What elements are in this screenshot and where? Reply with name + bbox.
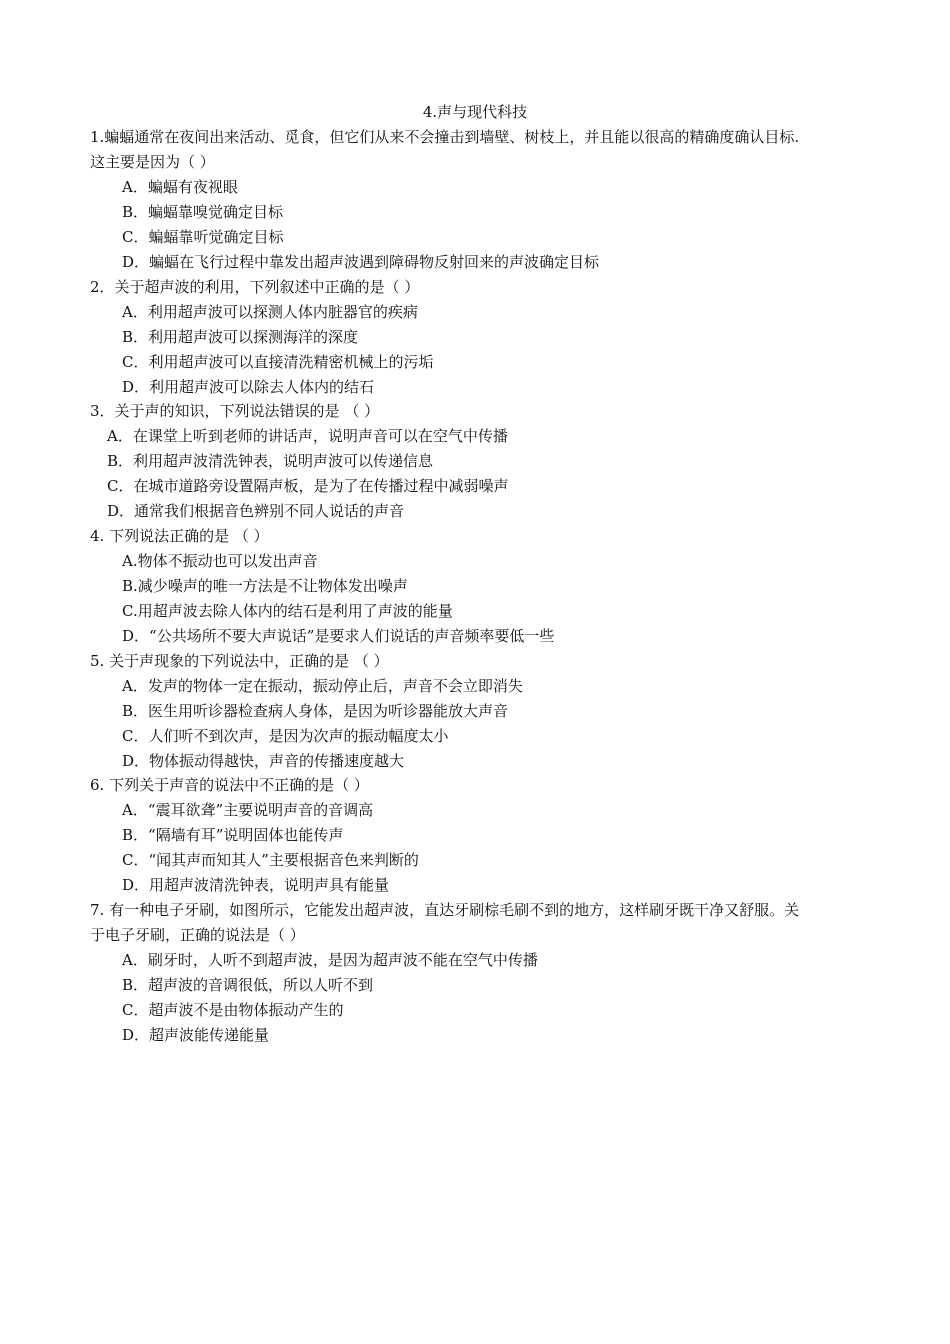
question-4-option-d: D．“公共场所不要大声说话”是要求人们说话的声音频率要低一些 bbox=[122, 627, 555, 645]
question-1-option-b: B．蝙蝠靠嗅觉确定目标 bbox=[122, 203, 284, 221]
question-1-option-a: A．蝙蝠有夜视眼 bbox=[122, 178, 238, 196]
question-5-option-b: B．医生用听诊器检查病人身体，是因为听诊器能放大声音 bbox=[122, 702, 509, 720]
question-7-stem-line-1: 7. 有一种电子牙刷，如图所示，它能发出超声波，直达牙刷棕毛刷不到的地方，这样刷牙既干净又舒服。关 bbox=[90, 901, 800, 919]
question-3-option-d: D．通常我们根据音色辨别不同人说话的声音 bbox=[107, 502, 405, 520]
question-6-option-b: B．“隔墙有耳”说明固体也能传声 bbox=[122, 826, 344, 844]
question-5-stem: 5. 关于声现象的下列说法中，正确的是 （ ） bbox=[90, 652, 389, 670]
question-2-stem: 2．关于超声波的利用，下列叙述中正确的是（ ） bbox=[90, 278, 420, 296]
question-2-option-a: A．利用超声波可以探测人体内脏器官的疾病 bbox=[122, 303, 418, 321]
question-4-option-a: A.物体不振动也可以发出声音 bbox=[122, 552, 318, 570]
question-7-option-a: A．刷牙时，人听不到超声波，是因为超声波不能在空气中传播 bbox=[122, 951, 538, 969]
question-2-option-d: D．利用超声波可以除去人体内的结石 bbox=[122, 378, 375, 396]
question-5-option-d: D．物体振动得越快，声音的传播速度越大 bbox=[122, 752, 405, 770]
question-1-stem-line-1: 1.蝙蝠通常在夜间出来活动、觅食，但它们从来不会撞击到墙壁、树枝上，并且能以很高的精确度确认目标. bbox=[90, 128, 800, 146]
question-3-option-b: B．利用超声波清洗钟表，说明声波可以传递信息 bbox=[107, 452, 434, 470]
question-7-stem-line-2: 于电子牙刷，正确的说法是（ ） bbox=[90, 926, 305, 944]
question-7-option-c: C．超声波不是由物体振动产生的 bbox=[122, 1001, 344, 1019]
question-6-option-c: C．“闻其声而知其人”主要根据音色来判断的 bbox=[122, 851, 419, 869]
question-3-option-c: C．在城市道路旁设置隔声板，是为了在传播过程中减弱噪声 bbox=[107, 477, 509, 495]
question-1-option-d: D．蝙蝠在飞行过程中靠发出超声波遇到障碍物反射回来的声波确定目标 bbox=[122, 253, 600, 271]
question-4-stem: 4. 下列说法正确的是 （ ） bbox=[90, 527, 269, 545]
question-3-stem: 3．关于声的知识，下列说法错误的是 （ ） bbox=[90, 402, 380, 420]
question-1-stem-line-2: 这主要是因为（ ） bbox=[90, 153, 215, 171]
document-title: 4.声与现代科技 bbox=[422, 103, 528, 121]
question-7-option-d: D．超声波能传递能量 bbox=[122, 1026, 270, 1044]
question-1-option-c: C．蝙蝠靠听觉确定目标 bbox=[122, 228, 284, 246]
question-7-option-b: B．超声波的音调很低，所以人听不到 bbox=[122, 976, 374, 994]
question-5-option-c: C．人们听不到次声，是因为次声的振动幅度太小 bbox=[122, 727, 449, 745]
question-6-option-d: D．用超声波清洗钟表，说明声具有能量 bbox=[122, 876, 390, 894]
question-6-option-a: A．“震耳欲聋”主要说明声音的音调高 bbox=[122, 801, 374, 819]
question-5-option-a: A．发声的物体一定在振动，振动停止后，声音不会立即消失 bbox=[122, 677, 523, 695]
question-4-option-c: C.用超声波去除人体内的结石是利用了声波的能量 bbox=[122, 602, 453, 620]
question-3-option-a: A．在课堂上听到老师的讲话声，说明声音可以在空气中传播 bbox=[107, 427, 508, 445]
question-2-option-c: C．利用超声波可以直接清洗精密机械上的污垢 bbox=[122, 353, 434, 371]
question-6-stem: 6. 下列关于声音的说法中不正确的是（ ） bbox=[90, 776, 369, 794]
question-4-option-b: B.减少噪声的唯一方法是不让物体发出噪声 bbox=[122, 577, 408, 595]
question-2-option-b: B．利用超声波可以探测海洋的深度 bbox=[122, 328, 359, 346]
